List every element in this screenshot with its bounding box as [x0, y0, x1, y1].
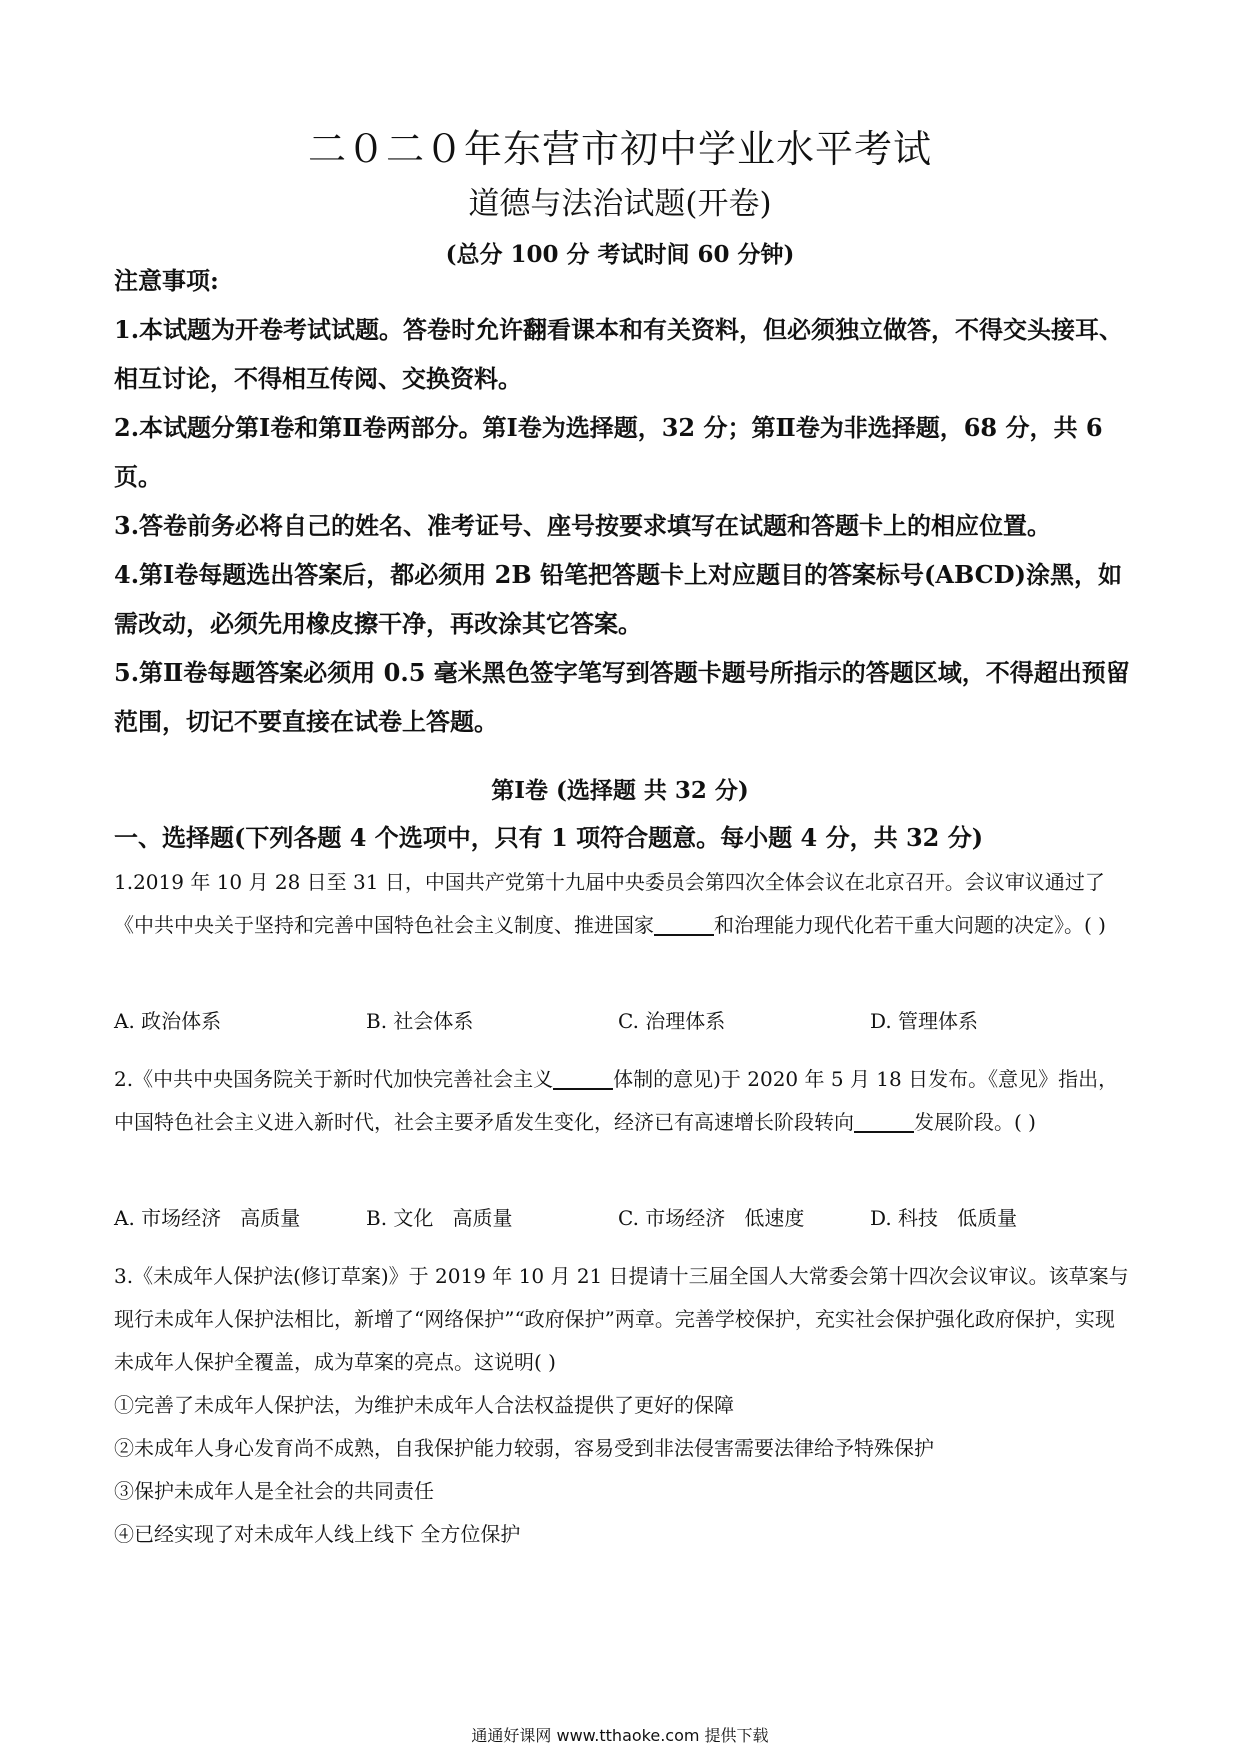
option-d: D. 科技 低质量 — [870, 1206, 1018, 1230]
answer-blank — [654, 914, 714, 936]
option-d: D. 管理体系 — [870, 1009, 979, 1033]
section-title: 第Ⅰ卷 (选择题 共 32 分) — [491, 777, 749, 804]
question-2-text-a: 2.《中共中央国务院关于新时代加快完善社会主义 — [114, 1067, 554, 1091]
notice-block — [114, 256, 1134, 746]
option-a: A. 市场经济 高质量 — [114, 1206, 301, 1230]
question-2-options — [114, 1202, 1134, 1232]
notice-item-1: 1.本试题为开卷考试试题。答卷时允许翻看课本和有关资料，但必须独立做答，不得交头接耳、相互讨论，不得相互传阅、交换资料。 — [114, 315, 1124, 393]
question-1-options — [114, 1005, 1134, 1035]
question-3 — [114, 1255, 1134, 1556]
option-c: C. 治理体系 — [618, 1009, 726, 1033]
option-b: B. 社会体系 — [366, 1009, 474, 1033]
question-1-text-a: 1.2019 年 10 月 28 日至 31 日，中国共产党第十九届中央委员会第四次全体会议在北京召开。会议审议通过了《中共中央关于坚持和完善中国特色社会主义制度、推进国家 — [114, 870, 1105, 937]
notice-item-3: 3.答卷前务必将自己的姓名、准考证号、座号按要求填写在试题和答题卡上的相应位置。 — [114, 511, 1052, 540]
question-2-text-c: 发展阶段。( ) — [914, 1110, 1036, 1134]
option-c: C. 市场经济 低速度 — [618, 1206, 805, 1230]
question-2 — [114, 1058, 1134, 1144]
statement-2: ②未成年人身心发育尚不成熟，自我保护能力较弱，容易受到非法侵害需要法律给予特殊保护 — [114, 1436, 934, 1460]
question-1-text-b: 和治理能力现代化若干重大问题的决定》。( ) — [714, 913, 1106, 937]
option-a: A. 政治体系 — [114, 1009, 222, 1033]
question-2-text-b: 体制的意见)于 2020 年 5 月 18 日发布。《意见》指出，中国特色社会主义进入新时代，社会主要矛盾发生变化，经济已有高速增长阶段转向 — [114, 1067, 1119, 1134]
notice-item-2: 2.本试题分第Ⅰ卷和第Ⅱ卷两部分。第Ⅰ卷为选择题，32 分；第Ⅱ卷为非选择题，68 分，共 6 页。 — [114, 413, 1103, 491]
notice-heading: 注意事项: — [114, 266, 219, 295]
part-title: 一、选择题(下列各题 4 个选项中，只有 1 项符合题意。每小题 4 分，共 32 分) — [114, 823, 984, 852]
exam-subtitle: 道德与法治试题(开卷) — [468, 186, 772, 222]
question-3-text: 3.《未成年人保护法(修订草案)》于 2019 年 10 月 21 日提请十三届全国人大常委会第十四次会议审议。该草案与现行未成年人保护法相比，新增了“网络保护”“政府保护”两章。完善学校保护，充实社会保护强化政府保护，实现未成年人保护全覆盖，成为草案的亮点。这说明( ) — [114, 1264, 1129, 1374]
answer-blank — [553, 1068, 613, 1090]
statement-4: ④已经实现了对未成年人线上线下 全方位保护 — [114, 1522, 521, 1546]
notice-item-5: 5.第Ⅱ卷每题答案必须用 0.5 毫米黑色签字笔写到答题卡题号所指示的答题区域，不得超出预留范围，切记不要直接在试卷上答题。 — [114, 658, 1130, 736]
option-b: B. 文化 高质量 — [366, 1206, 513, 1230]
notice-item-4: 4.第Ⅰ卷每题选出答案后，都必须用 2B 铅笔把答题卡上对应题目的答案标号(ABCD)涂黑，如需改动，必须先用橡皮擦干净，再改涂其它答案。 — [114, 560, 1122, 638]
question-1 — [114, 861, 1134, 947]
exam-title: 二０二０年东营市初中学业水平考试 — [307, 127, 932, 171]
statement-3: ③保护未成年人是全社会的共同责任 — [114, 1479, 434, 1503]
statement-1: ①完善了未成年人保护法，为维护未成年人合法权益提供了更好的保障 — [114, 1393, 734, 1417]
footer-source: 通通好课网 www.tthaoke.com 提供下载 — [471, 1726, 769, 1745]
exam-meta: (总分 100 分 考试时间 60 分钟) — [445, 241, 795, 268]
answer-blank — [854, 1111, 914, 1133]
